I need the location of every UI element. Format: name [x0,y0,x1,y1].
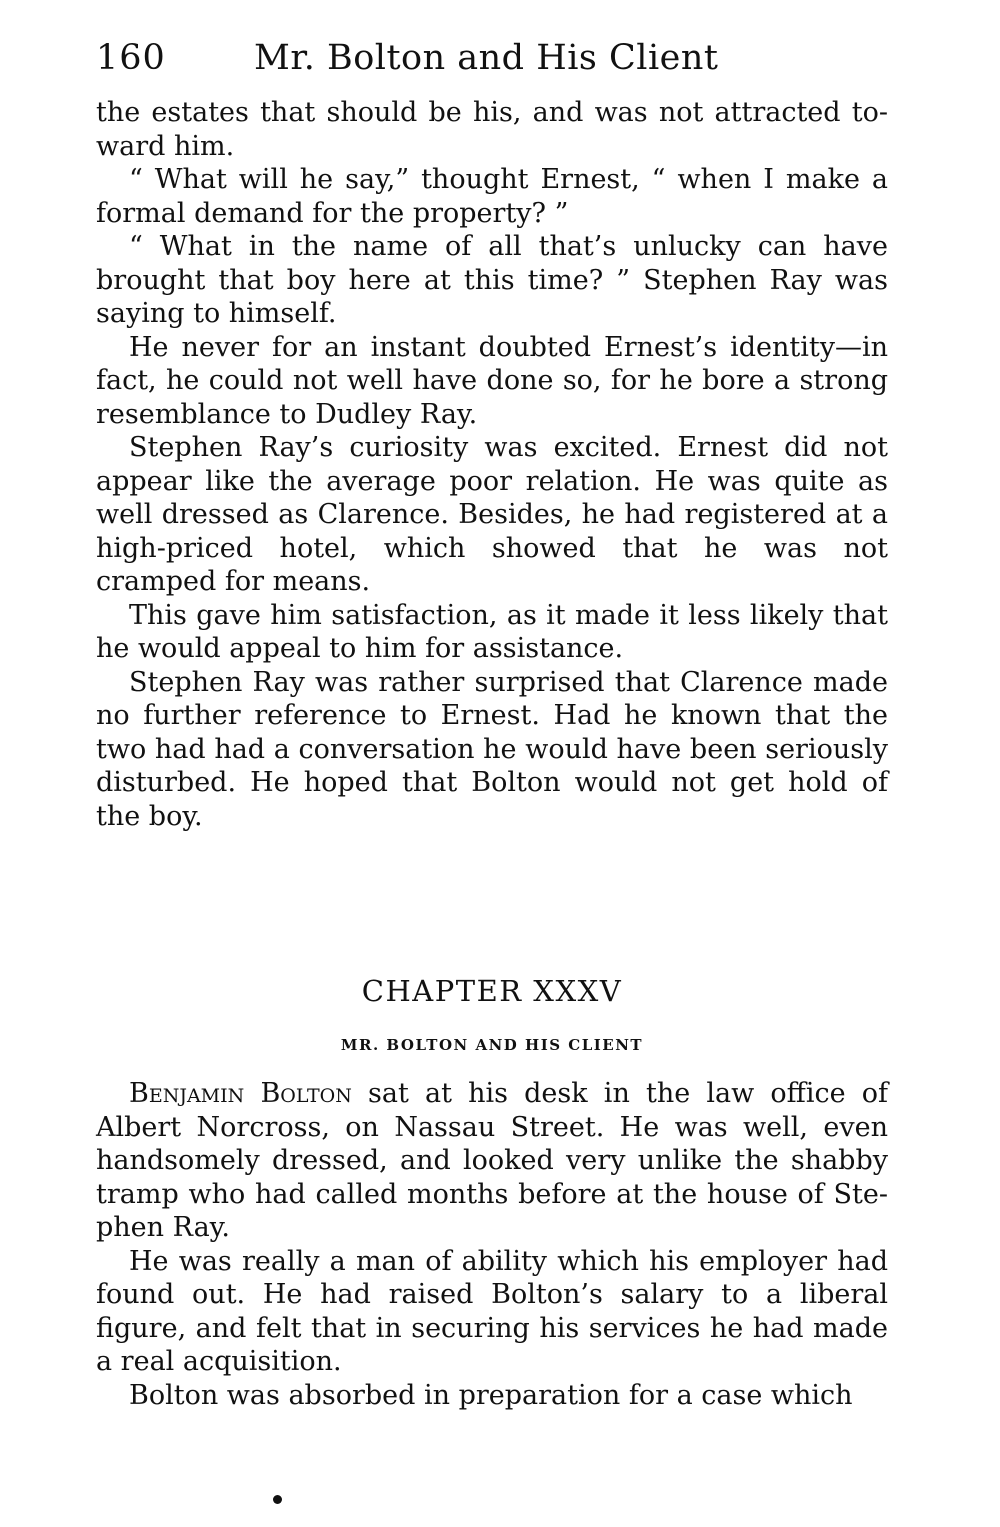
opening-name-last: Bolton [260,1078,352,1109]
opening-name-first: Benjamin [129,1078,245,1109]
paragraph: This gave him satisfaction, as it made it less likely that he would appeal to him for assistance. [96,599,888,664]
chapter-subtitle: MR. BOLTON AND HIS CLIENT [340,1036,644,1054]
chapter-opening-paragraph [96,1077,888,1245]
paragraph: He never for an instant doubted Ernest’s identity—in fact, he could not well have done so, for he bore a strong resemblance to Dudley Ray. [96,331,888,430]
paragraph: “ What in the name of all that’s unlucky can have brought that boy here at this time? ” Stephen Ray was saying to himself. [96,231,888,329]
running-head [96,38,888,86]
printer-mark-dot [273,1495,282,1504]
body-text-before-chapter [96,96,888,833]
opening-rest: sat at his desk in the law office of Albert Norcross, on Nassau Street. He was well, even handsomely dressed, and looked very unlike the shabby tramp who had called months before at the house of Ste- phen Ray. [96,1078,889,1243]
paragraph: Stephen Ray’s curiosity was excited. Ernest did not appear like the average poor relation. He was quite as well dressed as Clarence. Besides, he had registered at a high-priced hotel, which showed that he was not cramped for means. [96,432,888,597]
chapter-title: CHAPTER XXXV [361,974,623,1008]
body-text-chapter [96,1077,888,1412]
book-page [96,38,888,1412]
paragraph: He was really a man of ability which his employer had found out. He had raised Bolton’s salary to a liberal figure, and felt that in securing his services he had made a real acquisition. [96,1245,888,1377]
paragraph: Stephen Ray was rather surprised that Clarence made no further reference to Ernest. Had he known that the two had had a conversation he would have been seriously disturbed. He hoped that Bolton would not get hold of the boy. [96,666,888,832]
chapter-spacer [96,833,888,973]
paragraph: “ What will he say,” thought Ernest, “ when I make a formal demand for the property? ” [96,164,888,229]
paragraph: the estates that should be his, and was not attracted to- ward him. [96,97,888,162]
page-number: 160 [96,38,166,78]
running-title: Mr. Bolton and His Client [254,38,719,78]
paragraph: Bolton was absorbed in preparation for a case which [129,1379,853,1411]
